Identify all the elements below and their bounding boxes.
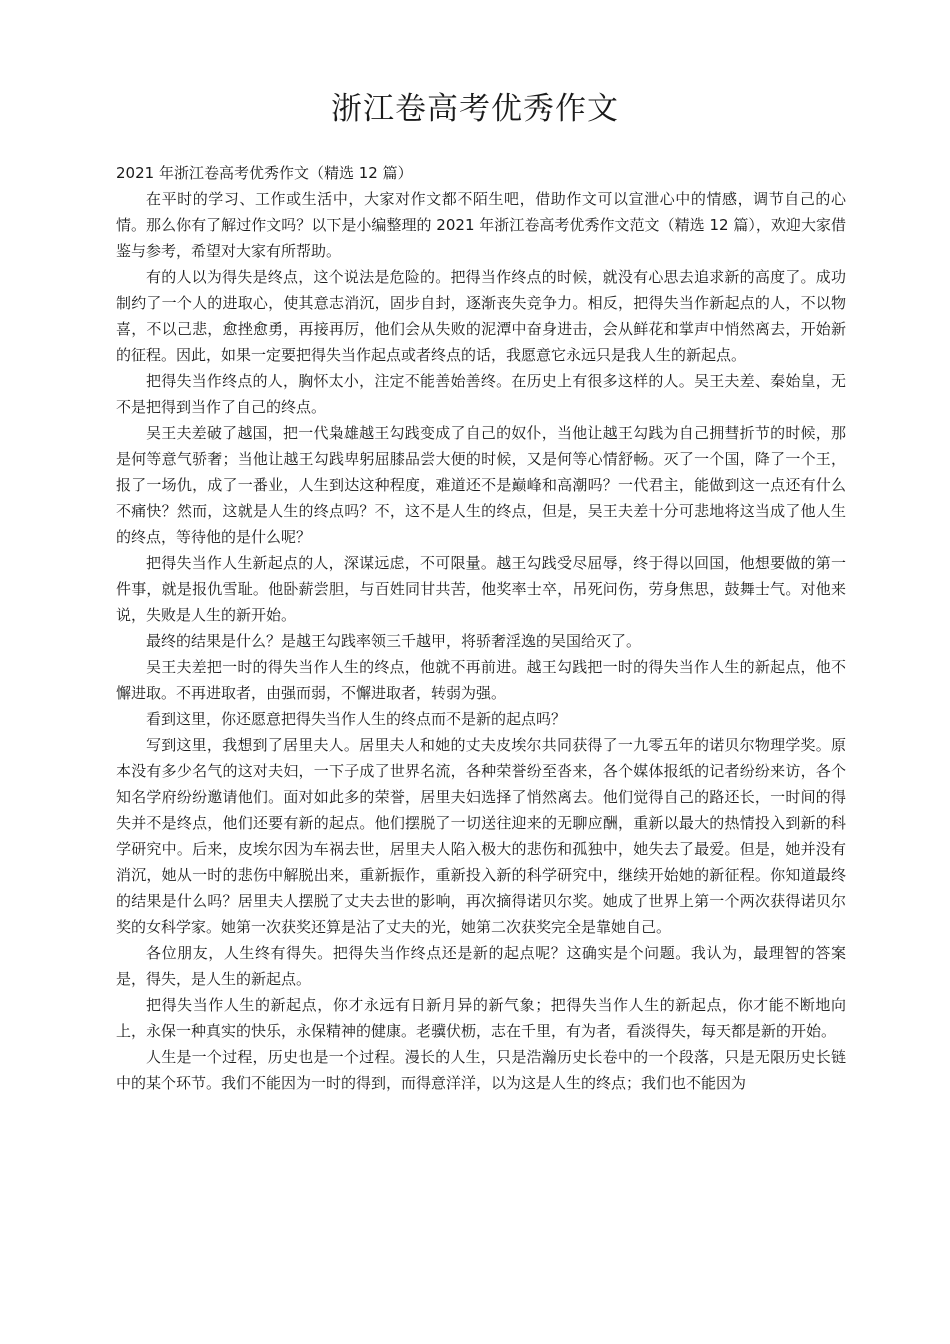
paragraph: 最终的结果是什么？是越王勾践率领三千越甲，将骄奢淫逸的吴国给灭了。	[146, 632, 642, 650]
paragraph: 看到这里，你还愿意把得失当作人生的终点而不是新的起点吗？	[146, 710, 567, 728]
paragraph: 把得失当作人生新起点的人，深谋远虑，不可限量。越王勾践受尽屈辱，终于得以回国，他想要做的第一件事，就是报仇雪耻。他卧薪尝胆，与百姓同甘共苦，他奖率士卒，吊死问伤，劳身焦思，鼓舞士气。对他来说，失败是人生的新开始。	[116, 554, 846, 624]
paragraph: 吴王夫差把一时的得失当作人生的终点，他就不再前进。越王勾践把一时的得失当作人生的新起点，他不懈进取。不再进取者，由强而弱，不懈进取者，转弱为强。	[116, 658, 846, 702]
paragraph: 有的人以为得失是终点，这个说法是危险的。把得当作终点的时候，就没有心思去追求新的高度了。成功制约了一个人的进取心，使其意志消沉，固步自封，逐渐丧失竞争力。相反，把得失当作新起点的人，不以物喜，不以己悲，愈挫愈勇，再接再厉，他们会从失败的泥潭中奋身进击，会从鲜花和掌声中悄然离去，开始新的征程。因此，如果一定要把得失当作起点或者终点的话，我愿意它永远只是我人生的新起点。	[116, 268, 846, 364]
paragraph: 在平时的学习、工作或生活中，大家对作文都不陌生吧，借助作文可以宣泄心中的情感，调节自己的心情。那么你有了解过作文吗？以下是小编整理的 2021 年浙江卷高考优秀作文范文（精选 12 篇），欢迎大家借鉴与参考，希望对大家有所帮助。	[116, 190, 846, 260]
paragraph: 人生是一个过程，历史也是一个过程。漫长的人生，只是浩瀚历史长卷中的一个段落，只是无限历史长链中的某个环节。我们不能因为一时的得到，而得意洋洋，以为这是人生的终点；我们也不能因为	[116, 1048, 846, 1092]
paragraph: 吴王夫差破了越国，把一代枭雄越王勾践变成了自己的奴仆，当他让越王勾践为自己拥彗折节的时候，那是何等意气骄奢；当他让越王勾践卑躬屈膝品尝大便的时候，又是何等心情舒畅。灭了一个国，降了一个王，报了一场仇，成了一番业，人生到达这种程度，难道还不是巅峰和高潮吗？一代君主，能做到这一点还有什么不痛快？然而，这就是人生的终点吗？不，这不是人生的终点，但是，吴王夫差十分可悲地将这当成了他人生的终点，等待他的是什么呢？	[116, 424, 846, 546]
document-title: 浙江卷高考优秀作文	[331, 91, 619, 127]
paragraph: 把得失当作人生的新起点，你才永远有日新月异的新气象；把得失当作人生的新起点，你才能不断地向上，永保一种真实的快乐，永保精神的健康。老骥伏枥，志在千里，有为者，看淡得失，每天都是新的开始。	[116, 996, 846, 1040]
document-subtitle: 2021 年浙江卷高考优秀作文（精选 12 篇）	[116, 164, 413, 182]
paragraph: 把得失当作终点的人，胸怀太小，注定不能善始善终。在历史上有很多这样的人。吴王夫差、秦始皇，无不是把得到当作了自己的终点。	[116, 372, 846, 416]
paragraph: 写到这里，我想到了居里夫人。居里夫人和她的丈夫皮埃尔共同获得了一九零五年的诺贝尔物理学奖。原本没有多少名气的这对夫妇，一下子成了世界名流，各种荣誉纷至沓来，各个媒体报纸的记者纷纷来访，各个知名学府纷纷邀请他们。面对如此多的荣誉，居里夫妇选择了悄然离去。他们觉得自己的路还长，一时间的得失并不是终点，他们还要有新的起点。他们摆脱了一切送往迎来的无聊应酬，重新以最大的热情投入到新的科学研究中。后来，皮埃尔因为车祸去世，居里夫人陷入极大的悲伤和孤独中，她失去了最爱。但是，她并没有消沉，她从一时的悲伤中解脱出来，重新振作，重新投入新的科学研究中，继续开始她的新征程。你知道最终的结果是什么吗？居里夫人摆脱了丈夫去世的影响，再次摘得诺贝尔奖。她成了世界上第一个两次获得诺贝尔奖的女科学家。她第一次获奖还算是沾了丈夫的光，她第二次获奖完全是靠她自己。	[116, 736, 846, 936]
document-body	[116, 160, 846, 1096]
paragraph: 各位朋友，人生终有得失。把得失当作终点还是新的起点呢？这确实是个问题。我认为，最理智的答案是，得失，是人生的新起点。	[116, 944, 846, 988]
